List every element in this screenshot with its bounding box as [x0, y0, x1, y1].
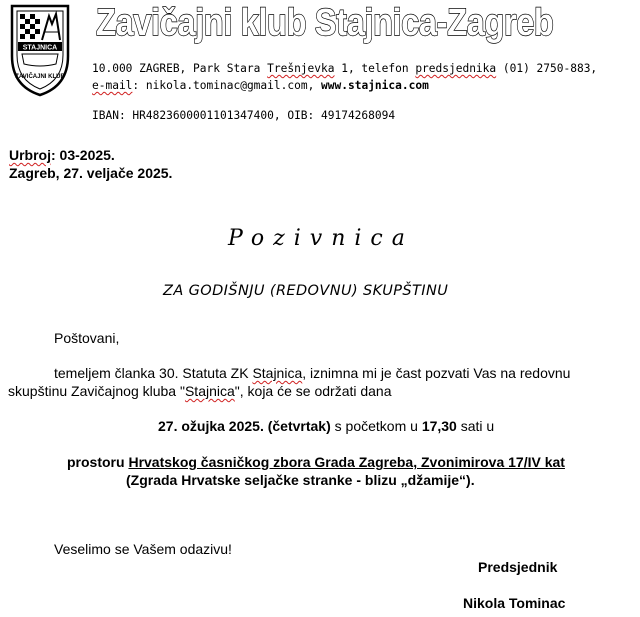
website-link[interactable]: www.stajnica.com	[321, 79, 429, 92]
paragraph-line-1	[54, 365, 570, 381]
club-logo	[8, 2, 72, 98]
document-title: Pozivnica	[228, 226, 414, 251]
paragraph-text: skupštinu Zavičajnog kluba "	[8, 383, 185, 399]
closing-line: Veselimo se Vašem odazivu!	[54, 541, 232, 557]
paragraph-text: ", koja će se održati dana	[234, 383, 392, 399]
venue-line	[67, 454, 565, 470]
signature-name: Nikola Tominac	[463, 595, 566, 611]
contact-line	[92, 79, 429, 92]
separator: :	[132, 79, 146, 92]
address-text: 10.000 ZAGREB, Park Stara	[92, 62, 268, 75]
salutation: Poštovani,	[54, 330, 120, 346]
club-name-inline: Stajnica	[184, 383, 235, 399]
street-name: Trešnjevka	[267, 62, 335, 75]
place-date: Zagreb, 27. veljače 2025.	[9, 165, 173, 181]
urbroj-value: : 03-2025.	[51, 147, 115, 163]
phone-owner: predsjednika	[415, 62, 497, 75]
phone-number: (01) 2750-883,	[496, 62, 598, 75]
meeting-date: 27. ožujka 2025. (četvrtak)	[158, 418, 331, 434]
paragraph-text: s početkom u	[330, 418, 422, 434]
address-text: 1, telefon	[334, 62, 416, 75]
meeting-datetime	[158, 418, 494, 434]
address-line	[92, 62, 597, 75]
paragraph-text: , iznimna mi je čast pozvati Vas na redovnu	[302, 365, 571, 381]
paragraph-text: sati u	[456, 418, 495, 434]
email-label: e-mail	[92, 79, 133, 92]
paragraph-line-2	[8, 383, 392, 399]
club-crest-icon	[8, 2, 72, 98]
paragraph-text: temeljem članka 30. Statuta ZK	[54, 365, 253, 381]
iban-line: IBAN: HR4823600001101347400, OIB: 49174268094	[92, 109, 396, 122]
separator: ,	[307, 79, 322, 92]
venue-prefix: prostoru	[67, 454, 129, 470]
urbroj-line	[9, 147, 115, 163]
club-name: Zavičajni klub Stajnica-Zagreb	[96, 2, 554, 44]
email-address[interactable]: nikola.tominac@gmail.com	[145, 79, 308, 92]
svg-text:ZAVIČAJNI KLUB: ZAVIČAJNI KLUB	[15, 74, 65, 80]
signature-role: Predsjednik	[478, 559, 558, 575]
meeting-time: 17,30	[421, 418, 457, 434]
venue-place: Hrvatskog časničkog zbora Grada Zagreba, Zvonimirova 17/IV kat	[128, 454, 565, 470]
venue-note: (Zgrada Hrvatske seljačke stranke - blizu „džamije“).	[126, 472, 475, 488]
urbroj-label: Urbroj	[9, 147, 51, 163]
document-subtitle: ZA GODIŠNJU (REDOVNU) SKUPŠTINU	[163, 283, 449, 299]
club-name-inline: Stajnica	[252, 365, 303, 381]
svg-text:STAJNICA: STAJNICA	[22, 44, 58, 52]
